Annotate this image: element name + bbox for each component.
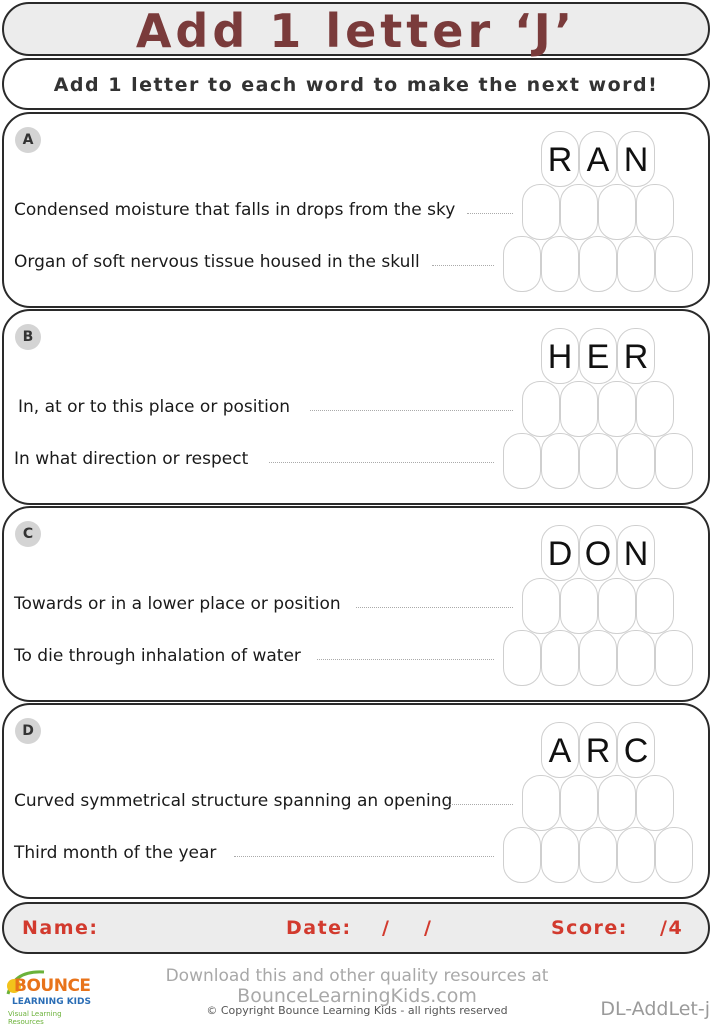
copyright-notice: © Copyright Bounce Learning Kids - all rights reserved [206,1004,508,1017]
instruction-text: Add 1 letter to each word to make the next word! [53,74,659,96]
score-total: /4 [660,917,684,939]
date-separator: / [424,917,433,939]
dotted-leader [432,265,494,266]
worksheet-title: Add 1 letter ‘J’ [135,4,577,58]
clue-2: Organ of soft nervous tissue housed in the skull [14,252,420,272]
dotted-leader [356,607,513,608]
answer-box-2[interactable] [655,827,693,883]
answer-box-1[interactable] [560,775,598,831]
answer-box-2[interactable] [503,236,541,292]
dotted-leader [310,410,513,411]
answer-box-1[interactable] [522,381,560,437]
answer-box-1[interactable] [560,578,598,634]
word-letter: N [617,525,655,581]
clue-2: In what direction or respect [14,449,249,469]
answer-box-2[interactable] [541,630,579,686]
dotted-leader [446,804,513,805]
puzzle-section-c [2,506,710,702]
dotted-leader [317,659,494,660]
clue-1: Condensed moisture that falls in drops from the sky [14,200,456,220]
website-link[interactable]: BounceLearningKids.com [237,985,477,1007]
section-label: B [15,324,41,350]
score-label: Score: [551,917,628,939]
dotted-leader [234,856,494,857]
download-note: Download this and other quality resources at [165,966,549,986]
answer-box-1[interactable] [636,578,674,634]
word-letter: H [541,328,579,384]
answer-box-2[interactable] [617,236,655,292]
puzzle-section-b [2,309,710,505]
answer-box-2[interactable] [617,630,655,686]
answer-box-1[interactable] [636,184,674,240]
puzzle-section-a [2,112,710,308]
answer-box-2[interactable] [579,630,617,686]
answer-box-1[interactable] [560,184,598,240]
clue-2: To die through inhalation of water [14,646,301,666]
word-letter: R [579,722,617,778]
answer-box-1[interactable] [636,775,674,831]
date-label: Date: [286,917,352,939]
answer-box-1[interactable] [636,381,674,437]
word-letter: A [541,722,579,778]
word-letter: A [579,131,617,187]
answer-box-2[interactable] [503,630,541,686]
puzzle-section-d [2,703,710,899]
word-letter: R [617,328,655,384]
answer-box-1[interactable] [598,381,636,437]
dotted-leader [467,213,513,214]
section-label: C [15,521,41,547]
answer-box-2[interactable] [655,630,693,686]
answer-box-2[interactable] [541,827,579,883]
worksheet-code: DL-AddLet-j [600,998,710,1020]
word-letter: C [617,722,655,778]
date-separator: / [382,917,391,939]
answer-box-1[interactable] [598,775,636,831]
word-letter: D [541,525,579,581]
answer-box-2[interactable] [617,433,655,489]
logo-tagline: Visual Learning Resources [8,1010,62,1026]
title-bar [2,2,710,56]
answer-box-1[interactable] [522,184,560,240]
answer-box-2[interactable] [503,433,541,489]
clue-1: Towards or in a lower place or position [14,594,341,614]
word-letter: E [579,328,617,384]
answer-box-2[interactable] [655,236,693,292]
logo-text: BOUNCE [14,976,91,996]
answer-box-1[interactable] [522,775,560,831]
instruction-bar [2,58,710,110]
name-label: Name: [22,917,99,939]
answer-box-1[interactable] [598,184,636,240]
word-letter: N [617,131,655,187]
clue-1: In, at or to this place or position [18,397,291,417]
answer-box-2[interactable] [541,236,579,292]
answer-box-1[interactable] [522,578,560,634]
answer-box-2[interactable] [617,827,655,883]
clue-1: Curved symmetrical structure spanning an opening [14,791,453,811]
answer-box-2[interactable] [503,827,541,883]
answer-box-2[interactable] [655,433,693,489]
answer-box-2[interactable] [579,236,617,292]
answer-box-2[interactable] [579,827,617,883]
logo-subtext: LEARNING KIDS [12,997,91,1007]
section-label: A [15,127,41,153]
clue-2: Third month of the year [14,843,217,863]
answer-box-1[interactable] [598,578,636,634]
dotted-leader [269,462,494,463]
word-letter: R [541,131,579,187]
answer-box-2[interactable] [579,433,617,489]
footer-bar [2,902,710,954]
answer-box-2[interactable] [541,433,579,489]
answer-box-1[interactable] [560,381,598,437]
word-letter: O [579,525,617,581]
section-label: D [15,718,41,744]
